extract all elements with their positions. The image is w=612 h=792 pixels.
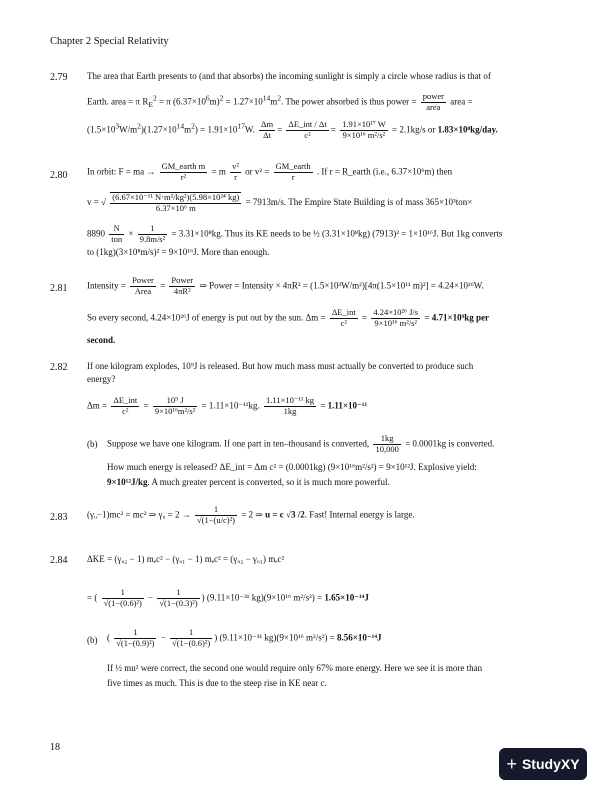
orbital-speed-fraction: $\frac{\text{(6.67×10⁻¹¹ N·m²/kg²)(5.98×10²⁴ kg)}}{\text{6.37×10⁶ m}}$: [112, 192, 240, 213]
p279-line3: $(1.5\times 10^3W/m^2)(1.27\times 10^{14}m^2) = 1.91\times 10^{17}W$. $\frac{\Delta m}{\Delta t}$ = $\frac{\text{ΔE\_int / Δt}}{\text{c²}}$ = $\frac{\text{1.91×10¹⁷ W}}{\text{9×10¹⁶ m²/s²}}$ = 2.1kg/s or 1.83×10⁸kg/day.: [87, 119, 498, 140]
p282-b-line3: 9×10¹²J/kg. A much greater percent is converted, so it is much more powerful.: [107, 477, 390, 487]
dm-fraction: $\frac{\text{ΔE\_int}}{\text{c²}}$: [113, 395, 138, 416]
p284-line1: ΔKE = (γᵤ₂ − 1) mₑc² − (γᵤ₁ − 1) mₑc² = (γᵤ₂ − γᵤ₁) mₑc²: [87, 554, 285, 564]
gamma-09-fraction: $\frac{1}{\text{√(1−(0.9)²)}}$: [116, 627, 155, 648]
p282-b-line2: How much energy is released? ΔE_int = Δm c² = (0.0001kg) (9×10¹⁶m²/s²) = 9×10¹²J. Explosive yield:: [107, 462, 477, 472]
centripetal-fraction: $\frac{\text{v²}}{r}$: [232, 161, 239, 182]
brand-label: StudyXY: [521, 756, 580, 772]
one-over-g-fraction: $\frac{1}{\text{9.8m/s²}}$: [139, 223, 166, 244]
p284-line2: = ( $\frac{1}{\text{√(1−(0.6)²)}}$ − $\frac{1}{\text{√(1−(0.3)²)}}$ ) (9.11×10⁻³¹ kg)(9×10¹⁶ m²/s²) = 1.65×10⁻¹⁴J: [87, 587, 369, 608]
p279-answer: 1.83×10⁸kg/day.: [437, 124, 498, 135]
power-c2-fraction: $\frac{\text{1.91×10¹⁷ W}}{\text{9×10¹⁶ m²/s²}}$: [342, 119, 386, 140]
p279-line2: Earth. area = π $R_E^2 = \pi$ $(6.37\times 10^6m)^2 = 1.27\times 10^{14}m^2$. The power absorbed is thus power = $\frac{\text{power}}{\text{area}}$ area =: [87, 91, 473, 112]
p279-line1: The area that Earth presents to (and that absorbs) the incoming sunlight is simply a circle whose radius is that of: [87, 71, 491, 81]
de-over-c2-fraction: $\frac{\text{ΔE\_int}}{\text{c²}}$: [331, 307, 356, 328]
p282-b-line1: Suppose we have one kilogram. If one part in ten–thousand is converted, $\frac{1kg}{10,000}$ = 0.0001kg is converted.: [107, 433, 495, 454]
problem-number-2-80: 2.80: [50, 170, 68, 181]
p281-line3: second.: [87, 335, 116, 345]
gamma-06b-fraction: $\frac{1}{\text{√(1−(0.6)²)}}$: [172, 627, 211, 648]
problem-number-2-82: 2.82: [50, 362, 68, 373]
page-number: 18: [50, 742, 60, 753]
sun-power-fraction: $\frac{\text{4.24×10²⁶ J/s}}{\text{9×10¹⁶ m²/s²}}$: [373, 307, 419, 328]
studyxy-badge[interactable]: [499, 748, 587, 780]
problem-number-2-84: 2.84: [50, 555, 68, 566]
ten-thousandth-fraction: $\frac{1kg}{10,000}$: [375, 433, 399, 454]
p282-line1: If one kilogram explodes, 10⁹J is released. But how much mass must actually be converted to produce such: [87, 361, 474, 371]
p281-line2: So every second, 4.24×10²⁶J of energy is put out by the sun. Δm = $\frac{\text{ΔE\_int}}{\text{c²}}$ = $\frac{\text{4.24×10²⁶ J/s}}{\text{9×10¹⁶ m²/s²}}$ = 4.71×10⁹kg per: [87, 307, 490, 328]
power-over-area-fraction: $\frac{\text{power}}{\text{area}}$: [422, 91, 444, 112]
p284-b-line1: ( $\frac{1}{\text{√(1−(0.9)²)}}$ − $\frac{1}{\text{√(1−(0.6)²)}}$ ) (9.11×10⁻³¹ kg)(9×10¹⁶ m²/s²) = 8.56×10⁻¹⁴J: [107, 627, 382, 648]
power-area-fraction: $\frac{\text{Power}}{\text{Area}}$: [132, 275, 154, 296]
gravity-fraction: $\frac{\text{GM\_earth m}}{\text{r²}}$: [161, 161, 206, 182]
p284-part-b-label: (b): [87, 635, 98, 645]
gm-over-r-fraction: $\frac{\text{GM\_earth}}{r}$: [275, 161, 311, 182]
plus-icon: +: [506, 754, 517, 774]
problem-number-2-83: 2.83: [50, 512, 68, 523]
problem-number-2-81: 2.81: [50, 283, 68, 294]
p283-line1: (γᵤ−1)mc² = mc² ⇒ γᵤ = 2 → $\frac{1}{\text{√(1−(u/c)²)}}$ = 2 ⇒ u = c √3 /2. Fast! Internal energy is large.: [87, 504, 415, 525]
p280-line3: 8890 $\frac{N}{\text{ton}}$ × $\frac{1}{\text{9.8m/s²}}$ = 3.31×10⁸kg. Thus its KE needs to be ½ (3.31×10⁸kg) (7913)² = 1×10¹⁶J. But 1kg converts: [87, 223, 503, 244]
problem-number-2-79: 2.79: [50, 72, 68, 83]
dm-dt-fraction: $\frac{\Delta m}{\Delta t}$: [261, 119, 274, 140]
chapter-header: Chapter 2 Special Relativity: [50, 36, 169, 47]
p282-part-b-label: (b): [87, 439, 98, 449]
p282-line2: energy?: [87, 374, 116, 384]
p284-b-line2: If ½ mu² were correct, the second one would require only 67% more energy. Here we see it is more than: [107, 663, 483, 673]
gamma-06-fraction: $\frac{1}{\text{√(1−(0.6)²)}}$: [103, 587, 142, 608]
gamma-03-fraction: $\frac{1}{\text{√(1−(0.3)²)}}$: [159, 587, 198, 608]
p280-line1: In orbit: F = ma → $\frac{\text{GM\_earth m}}{\text{r²}}$ = m $\frac{\text{v²}}{r}$ or v² = $\frac{\text{GM\_earth}}{r}$ . If r = R_earth (i.e., 6.37×10⁶m) then: [87, 161, 453, 182]
p280-line4: to (1kg)(3×10⁸m/s)² = 9×10¹⁶J. More than enough.: [87, 247, 270, 257]
power-sphere-fraction: $\frac{\text{Power}}{\text{4πR²}}$: [171, 275, 194, 296]
p281-line1: Intensity = $\frac{\text{Power}}{\text{Area}}$ = $\frac{\text{Power}}{\text{4πR²}}$ ⇒ Power = Intensity × 4πR² = (1.5×10³W/m²)[4π(1.5×10¹¹ m)²] = 4.24×10²⁶W.: [87, 275, 484, 296]
energy-c2-fraction: $\frac{\text{10⁹ J}}{\text{9×10¹⁶m²/s²}}$: [154, 395, 196, 416]
p282-line3: Δm = $\frac{\text{ΔE\_int}}{\text{c²}}$ = $\frac{\text{10⁹ J}}{\text{9×10¹⁶m²/s²}}$ = 1.11×10⁻¹¹kg. $\frac{\text{1.11×10⁻¹¹ kg}}{1kg}$ = 1.11×10⁻¹¹: [87, 395, 368, 416]
p280-line2: v = √ $\frac{\text{(6.67×10⁻¹¹ N·m²/kg²)(5.98×10²⁴ kg)}}{\text{6.37×10⁶ m}}$ = 7913m/s. The Empire State Building is of mass 365×10³ton×: [87, 192, 473, 213]
gamma-fraction: $\frac{1}{\text{√(1−(u/c)²)}}$: [197, 504, 235, 525]
de-dt-fraction: $\frac{\text{ΔE\_int / Δt}}{\text{c²}}$: [288, 119, 327, 140]
n-per-ton-fraction: $\frac{N}{\text{ton}}$: [111, 223, 123, 244]
mass-ratio-fraction: $\frac{\text{1.11×10⁻¹¹ kg}}{1kg}$: [266, 395, 315, 416]
p284-b-line3: five times as much. This is due to the steep rise in KE near c.: [107, 678, 327, 688]
